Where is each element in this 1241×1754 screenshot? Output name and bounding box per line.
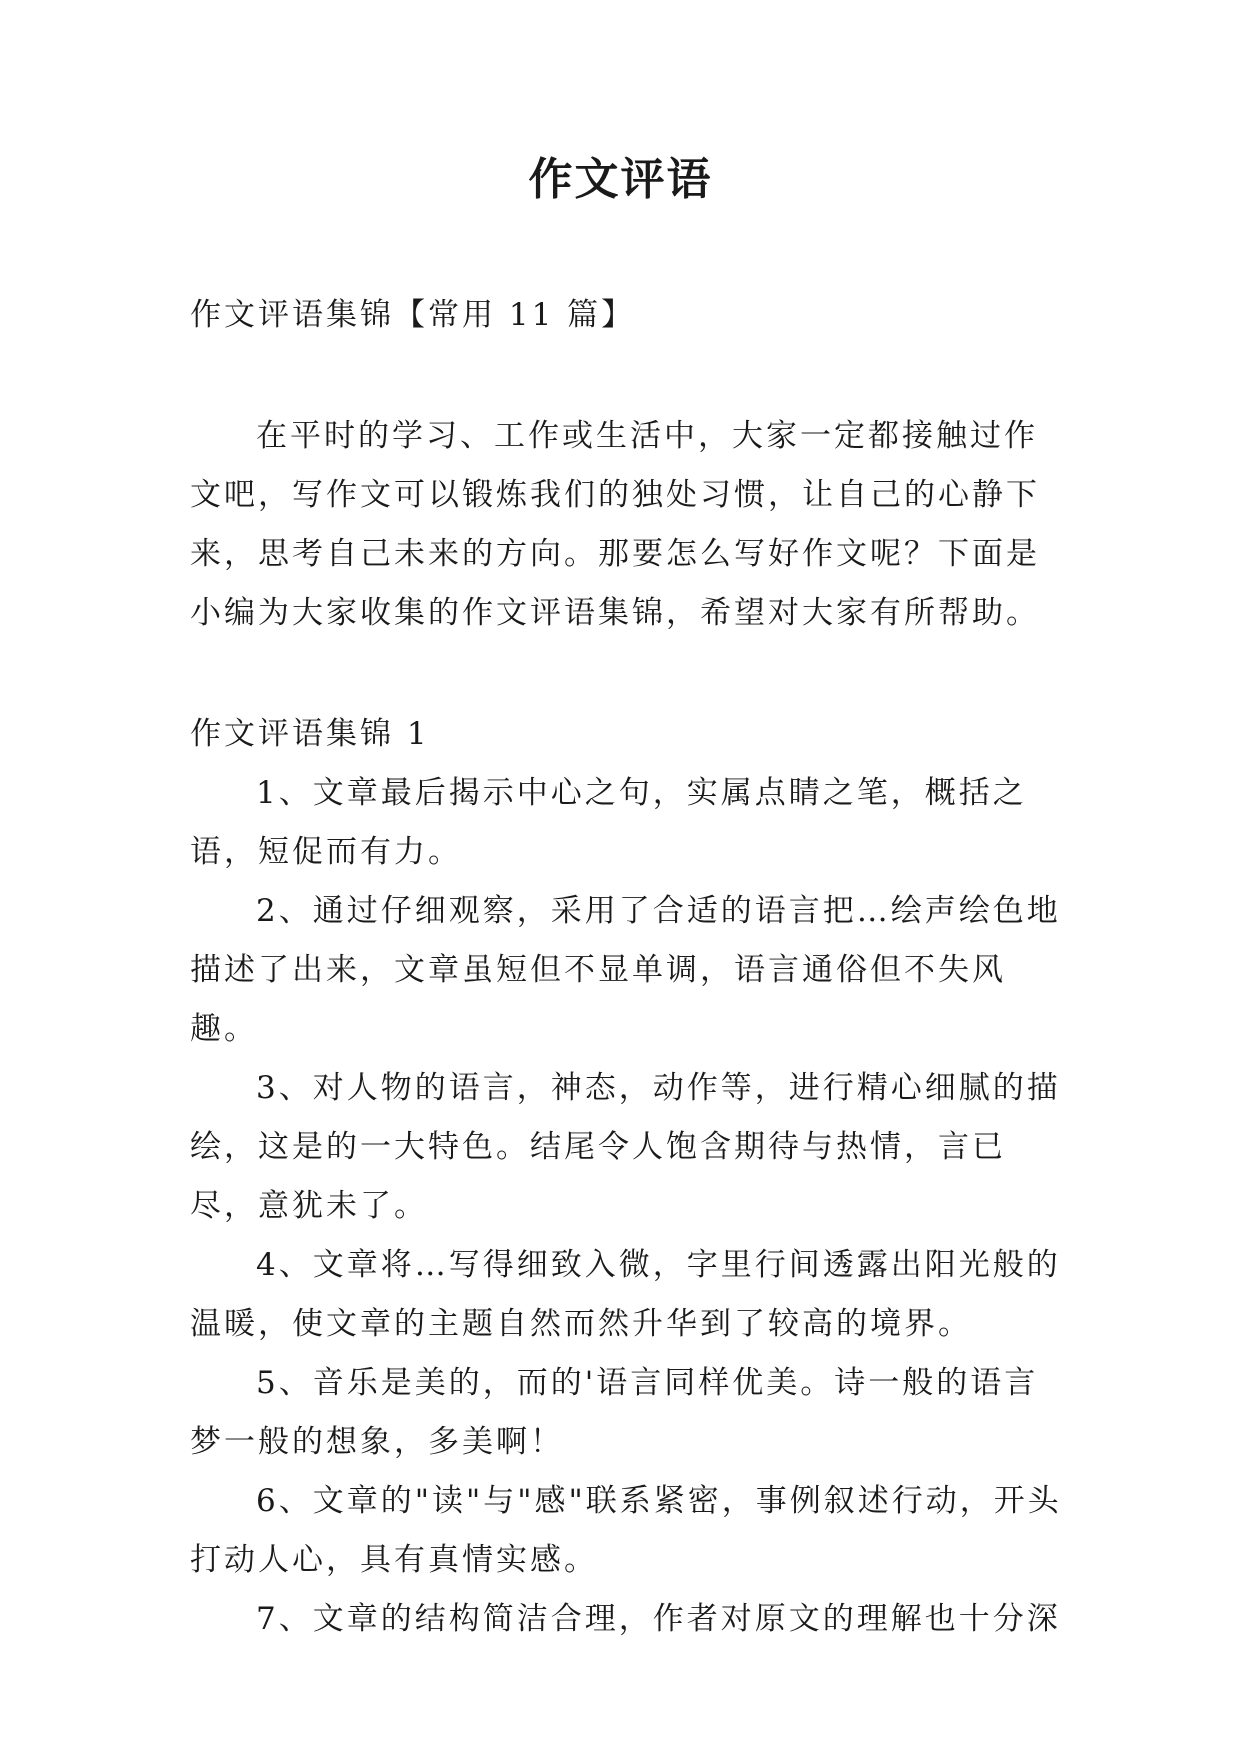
section-heading: 作文评语集锦 1 bbox=[190, 716, 430, 752]
document-subtitle: 作文评语集锦【常用 11 篇】 bbox=[190, 297, 636, 333]
comment-item: 6、文章的"读"与"感"联系紧密，事例叙述行动，开头打动人心，具有真情实感。 bbox=[190, 1483, 1062, 1578]
comment-item: 1、文章最后揭示中心之句，实属点睛之笔，概括之语，短促而有力。 bbox=[190, 775, 1027, 870]
document-title: 作文评语 bbox=[528, 154, 713, 205]
intro-paragraph: 在平时的学习、工作或生活中，大家一定都接触过作文吧，写作文可以锻炼我们的独处习惯，让自己的心静下来，思考自己未来的方向。那要怎么写好作文呢？下面是小编为大家收集的作文评语集锦，希望对大家有所帮助。 bbox=[190, 418, 1040, 631]
comment-item: 3、对人物的语言，神态，动作等，进行精心细腻的描绘，这是的一大特色。结尾令人饱含期待与热情，言已尽，意犹未了。 bbox=[190, 1070, 1061, 1224]
comment-item: 4、文章将…写得细致入微，字里行间透露出阳光般的温暖，使文章的主题自然而然升华到了较高的境界。 bbox=[190, 1247, 1061, 1342]
comment-item: 2、通过仔细观察，采用了合适的语言把…绘声绘色地描述了出来，文章虽短但不显单调，语言通俗但不失风趣。 bbox=[190, 893, 1061, 1047]
comment-item: 5、音乐是美的，而的'语言同样优美。诗一般的语言梦一般的想象，多美啊！ bbox=[190, 1365, 1039, 1460]
comment-item: 7、文章的结构简洁合理，作者对原文的理解也十分深 bbox=[256, 1601, 1061, 1637]
document-body bbox=[190, 286, 1070, 1649]
